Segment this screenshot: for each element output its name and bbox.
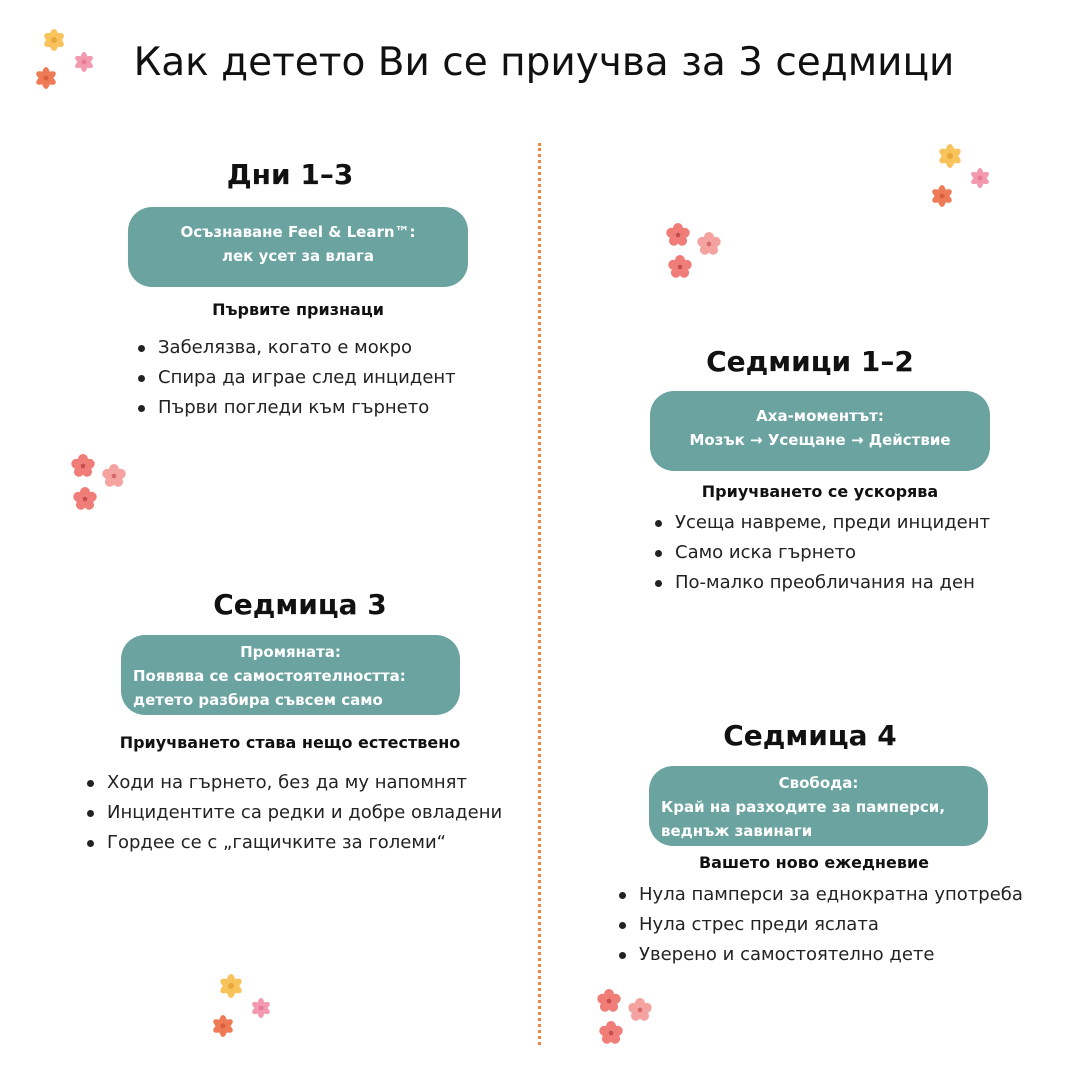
flower-icon [60, 444, 150, 534]
list-weeks-1-2 [653, 508, 990, 598]
pill-week-3-line1: Промяната: [240, 643, 341, 661]
list-item: По-малко преобличания на ден [653, 568, 990, 598]
list-item: Уверено и самостоятелно дете [617, 940, 1023, 970]
flower-icon [922, 134, 1012, 224]
list-item: Инцидентите са редки и добре овладени [85, 798, 502, 828]
flower-icon [203, 960, 293, 1050]
subheading-week-3: Приучването става нещо естествено [119, 733, 461, 752]
list-days-1-3 [136, 333, 456, 423]
pill-week-4-line2: Край на разходите за памперси, [661, 798, 946, 816]
flower-icon [28, 20, 118, 110]
list-item: Ходи на гърнето, без да му напомнят [85, 768, 502, 798]
list-item: Нула стрес преди яслата [617, 910, 1023, 940]
pill-week-4-line3: веднъж завинаги [661, 822, 813, 840]
pill-week-4 [649, 766, 988, 846]
page-title: Как детето Ви се приучва за 3 седмици [133, 40, 955, 85]
timeline-divider [538, 143, 541, 1045]
heading-weeks-1-2: Седмици 1–2 [706, 345, 914, 378]
pill-days-1-3-line1: Осъзнаване Feel & Learn™: [180, 223, 416, 241]
pill-week-3-line2: Появява се самостоятелността: [133, 667, 406, 685]
list-item: Забелязва, когато е мокро [136, 333, 456, 363]
pill-week-3 [121, 635, 460, 715]
subheading-weeks-1-2: Приучването се ускорява [701, 482, 939, 501]
list-week-3 [85, 768, 502, 858]
list-item: Първи погледи към гърнето [136, 393, 456, 423]
pill-weeks-1-2 [650, 391, 990, 471]
list-item: Нула памперси за еднократна употреба [617, 880, 1023, 910]
flower-icon [586, 978, 676, 1068]
list-week-4 [617, 880, 1023, 970]
pill-weeks-1-2-line2: Мозък → Усещане → Действие [689, 431, 951, 449]
list-item: Само иска гърнето [653, 538, 990, 568]
pill-days-1-3-line2: лек усет за влага [222, 247, 374, 265]
list-item: Гордее се с „гащичките за големи“ [85, 828, 502, 858]
list-item: Спира да играе след инцидент [136, 363, 456, 393]
heading-days-1-3: Дни 1–3 [226, 158, 354, 191]
subheading-days-1-3: Първите признаци [212, 300, 384, 319]
pill-week-3-line3: детето разбира съвсем само [133, 691, 383, 709]
heading-week-3: Седмица 3 [213, 588, 387, 621]
pill-days-1-3 [128, 207, 468, 287]
subheading-week-4: Вашето ново ежедневие [698, 853, 930, 872]
pill-week-4-line1: Свобода: [778, 774, 859, 792]
flower-icon [655, 212, 745, 302]
list-item: Усеща навреме, преди инцидент [653, 508, 990, 538]
heading-week-4: Седмица 4 [723, 719, 897, 752]
pill-weeks-1-2-line1: Аха-моментът: [756, 407, 884, 425]
